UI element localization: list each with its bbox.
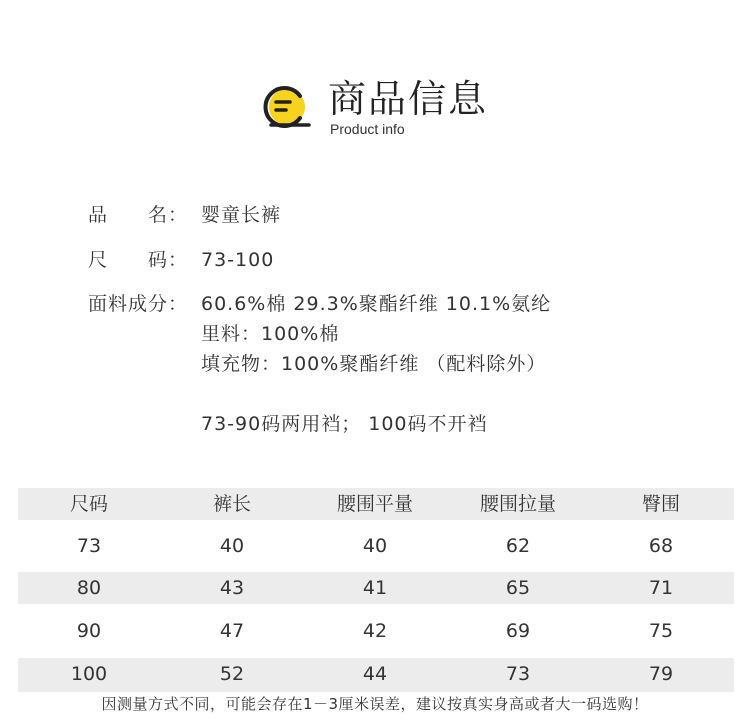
- fabric-line: 60.6%棉 29.3%聚酯纤维 10.1%氨纶: [201, 293, 552, 315]
- table-cell: 79: [648, 663, 674, 685]
- page-subtitle: Product info: [330, 121, 405, 137]
- fabric-label: 面料成分：: [88, 293, 189, 315]
- table-cell: 42: [362, 620, 388, 642]
- table-cell: 43: [219, 577, 245, 599]
- table-header-cell: 尺码: [69, 493, 108, 515]
- table-cell: 90: [76, 620, 102, 642]
- measurement-note: 因测量方式不同，可能会存在1－3厘米误差，建议按真实身高或者大一码选购！: [101, 695, 649, 713]
- page-title: 商品信息: [328, 77, 489, 121]
- table-cell: 69: [505, 620, 531, 642]
- section-header: [262, 76, 522, 140]
- table-row: [18, 658, 734, 692]
- table-header-row: [18, 488, 734, 520]
- document-icon: [262, 85, 312, 129]
- table-header-cell: 裤长: [212, 493, 251, 515]
- lining-line: 里料：100%棉: [201, 323, 340, 345]
- table-header-cell: 腰围拉量: [479, 493, 556, 515]
- table-cell: 75: [648, 620, 674, 642]
- table-spacer: [18, 604, 734, 615]
- table-cell: 100: [70, 663, 108, 685]
- table-cell: 41: [362, 577, 388, 599]
- size-value: 73-100: [201, 249, 275, 271]
- crotch-note: 73-90码两用裆； 100码不开裆: [201, 413, 488, 435]
- table-cell: 62: [505, 535, 531, 557]
- table-row: [18, 572, 734, 604]
- table-header-cell: 臀围: [641, 493, 680, 515]
- table-cell: 65: [505, 577, 531, 599]
- name-label: 品 名：: [88, 204, 189, 226]
- table-cell: 71: [648, 577, 674, 599]
- table-cell: 73: [505, 663, 531, 685]
- name-value: 婴童长裤: [201, 204, 282, 226]
- table-cell: 73: [76, 535, 102, 557]
- table-cell: 68: [648, 535, 674, 557]
- table-spacer: [18, 562, 734, 572]
- table-row: [18, 615, 734, 647]
- table-header-cell: 腰围平量: [336, 493, 413, 515]
- table-cell: 40: [219, 535, 245, 557]
- table-spacer: [18, 520, 734, 530]
- size-label: 尺 码：: [88, 249, 189, 271]
- table-cell: 47: [219, 620, 245, 642]
- table-row: [18, 530, 734, 562]
- filling-line: 填充物：100%聚酯纤维 （配料除外）: [201, 353, 547, 375]
- table-cell: 40: [362, 535, 388, 557]
- size-table: [18, 488, 734, 692]
- table-cell: 52: [219, 663, 245, 685]
- table-cell: 44: [362, 663, 388, 685]
- table-spacer: [18, 647, 734, 658]
- table-cell: 80: [76, 577, 102, 599]
